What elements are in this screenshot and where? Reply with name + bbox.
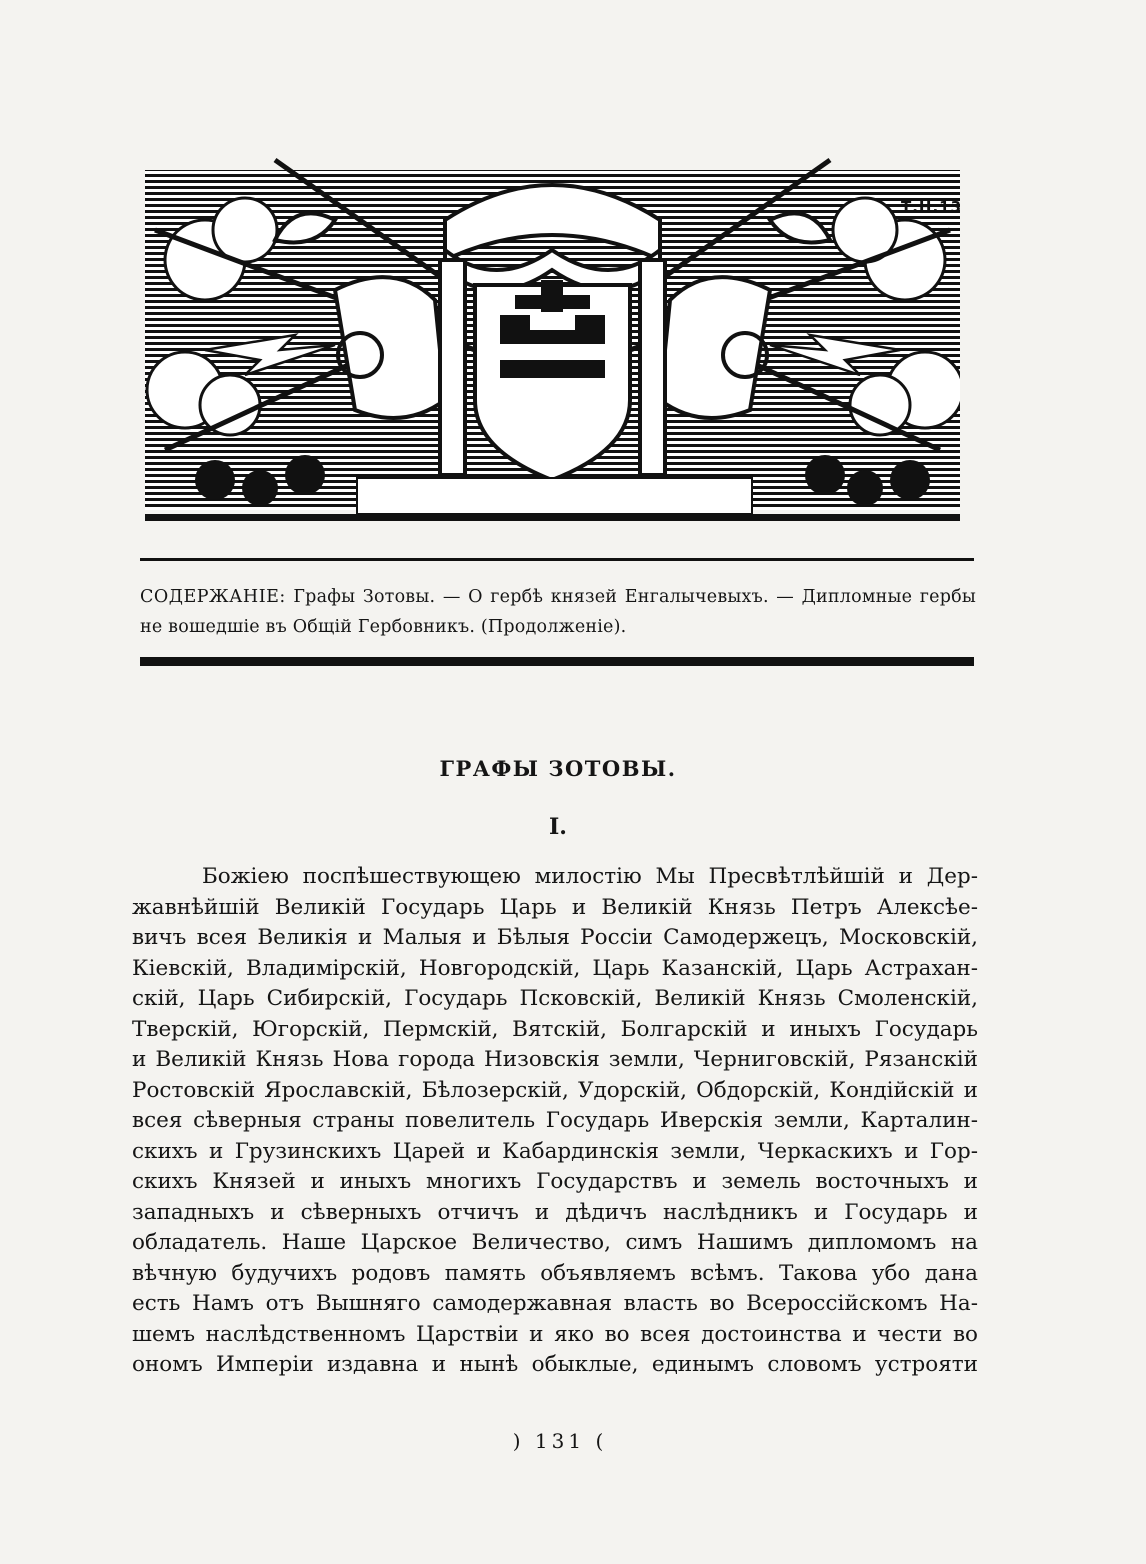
text-line: скихъ и Грузинскихъ Царей и Кабардинскія земли, Черкаскихъ и Гор- xyxy=(132,1138,978,1164)
text-line: обладатель. Наше Царское Величество, симъ Нашимъ дипломомъ на xyxy=(132,1230,978,1255)
section-number: I. xyxy=(549,814,567,840)
text-line: вичъ всея Великія и Малыя и Бѣлыя Россіи Самодержецъ, Московскій, xyxy=(132,925,978,950)
contents-text: Графы Зотовы. — О гербѣ князей Енгалычевыхъ. — Дипломные гербы не вошедшіе въ Общій Гербовникъ. (Продолженіе). xyxy=(140,587,976,637)
divider-top xyxy=(140,558,974,561)
contents-label: СОДЕРЖАНІЕ: xyxy=(140,587,286,607)
text-line: западныхъ и сѣверныхъ отчичъ и дѣдичъ наслѣдникъ и Государь и xyxy=(132,1199,978,1225)
text-line: всея сѣверныя страны повелитель Государь Иверскія земли, Карталин- xyxy=(132,1108,978,1133)
text-line: и Великій Князь Нова города Низовскія земли, Черниговскій, Рязанскій xyxy=(132,1047,978,1072)
text-line: Кіевскій, Владимірскій, Новгородскій, Царь Казанскій, Царь Астрахан- xyxy=(132,955,978,981)
article-body xyxy=(132,862,978,1381)
text-line: скій, Царь Сибирскій, Государь Псковскій, Великій Князь Смоленскій, xyxy=(132,986,978,1011)
table-of-contents xyxy=(140,582,976,642)
divider-bottom xyxy=(140,657,974,666)
text-line: Божіею поспѣшествующею милостію Мы Пресвѣтлѣйшій и Дер- xyxy=(202,864,978,889)
text-line: Тверскій, Югорскій, Пермскій, Вятскій, Болгарскій и иныхъ Государь xyxy=(132,1016,978,1042)
coat-of-arms-illustration xyxy=(145,150,963,530)
article-title: ГРАФЫ ЗОТОВЫ. xyxy=(439,756,677,781)
text-line: есть Намъ отъ Вышняго самодержавная власть во Всероссійскомъ На- xyxy=(132,1291,978,1316)
text-line: ономъ Имперіи издавна и нынѣ обыклые, единымъ словомъ устрояти xyxy=(132,1352,978,1377)
artist-signature: Т.Н.13 xyxy=(901,198,963,216)
page-number: ) 131 ( xyxy=(512,1429,608,1453)
text-line: скихъ Князей и иныхъ многихъ Государствъ и земель восточныхъ и xyxy=(132,1169,978,1194)
text-line: жавнѣйшій Великій Государь Царь и Великій Князь Петръ Алексѣе- xyxy=(132,894,978,920)
text-line: Ростовскій Ярославскій, Бѣлозерскій, Удорскій, Обдорскій, Кондійскій и xyxy=(132,1077,978,1103)
headpiece-engraving xyxy=(145,150,963,530)
text-line: шемъ наслѣдственномъ Царствіи и яко во всея достоинства и чести во xyxy=(132,1321,978,1347)
text-line: вѣчную будучихъ родовъ память объявляемъ всѣмъ. Такова убо дана xyxy=(132,1260,978,1286)
